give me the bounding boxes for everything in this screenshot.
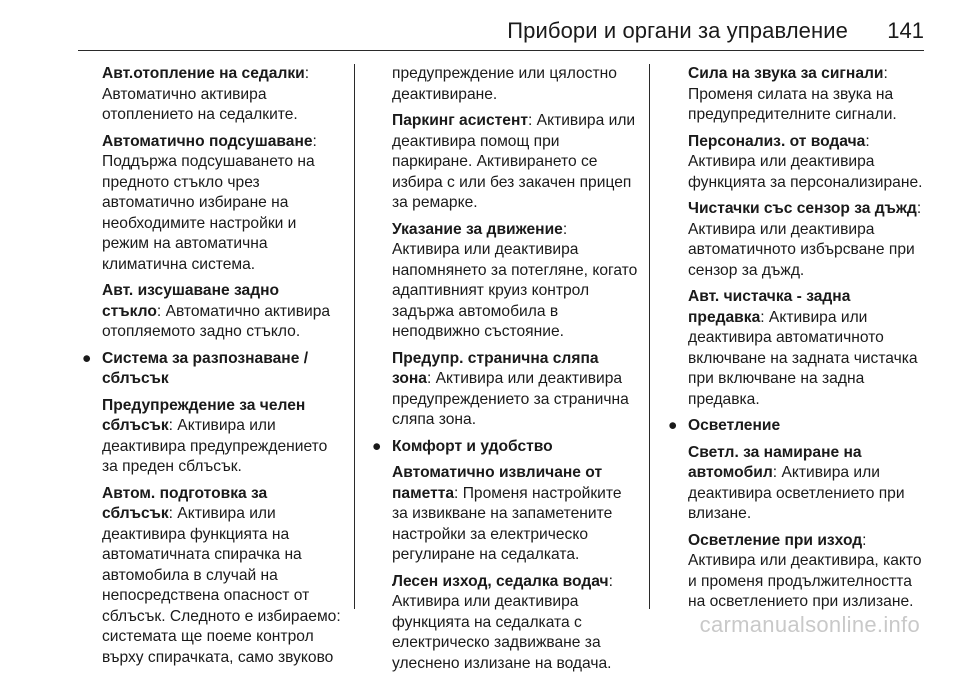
setting-entry xyxy=(80,64,342,126)
setting-description: : Активира или деактивира функцията на автоматичната спирачка на автомобила в случай на непосредствена опасност от сблъсък. Следното е избираемо: системата ще поеме контрол върху спирачката, само звуково xyxy=(102,505,341,666)
setting-term: Указание за движение xyxy=(392,220,563,238)
setting-entry xyxy=(370,220,638,343)
setting-term: Предупр. странична сляпа зона xyxy=(392,349,599,387)
setting-entry xyxy=(370,64,638,105)
section-bullet xyxy=(666,416,930,437)
bullet-icon: ● xyxy=(82,349,92,367)
setting-entry xyxy=(80,396,342,478)
setting-description: : Активира или деактивира предупреждението за странична сляпа зона. xyxy=(392,370,629,428)
setting-entry xyxy=(666,531,930,613)
setting-description: : Активира или деактивира функцията за персонализиране. xyxy=(688,132,923,191)
setting-description: : Автоматично активира отопляемото задно стъкло. xyxy=(102,302,331,340)
watermark: carmanualsonline.info xyxy=(699,612,920,637)
setting-description: : Променя силата на звука на предупредителните сигнали. xyxy=(688,65,897,123)
page-number: 141 xyxy=(887,18,924,43)
setting-term: Лесен изход, седалка водач xyxy=(392,572,609,590)
setting-term: Система за разпознаване / сблъсък xyxy=(102,349,309,387)
setting-description: : Активира или деактивира помощ при паркиране. Активирането се избира с или без закачен прицеп за ремарке. xyxy=(392,112,636,211)
setting-term: Осветление при изход xyxy=(688,531,863,549)
text-column-2 xyxy=(370,64,638,680)
setting-term: Автоматично извличане от паметта xyxy=(392,464,603,502)
setting-description: предупреждение или цялостно деактивиране. xyxy=(392,65,617,103)
setting-description: : Поддържа подсушаването на предното стъкло чрез автоматично избиране на необходимите настройки и режим на автоматична климатична система. xyxy=(102,132,317,273)
setting-entry xyxy=(370,349,638,431)
text-column-3 xyxy=(666,64,930,619)
setting-term: Авт. чистачка - задна предавка xyxy=(688,288,851,326)
setting-term: Автоматично подсушаване xyxy=(102,132,313,150)
setting-entry xyxy=(370,572,638,675)
setting-entry xyxy=(370,463,638,566)
setting-description: : Активира или деактивира предупреждението за преден сблъсък. xyxy=(102,417,328,475)
bullet-icon: ● xyxy=(372,437,382,455)
setting-description: : Активира или деактивира функцията на седалката с електрическо задвижване за улеснено излизане на водача. xyxy=(392,572,613,672)
setting-entry xyxy=(666,443,930,525)
setting-term: Авт. изсушаване задно стъкло xyxy=(102,282,280,320)
bullet-icon: ● xyxy=(668,417,678,434)
setting-entry xyxy=(666,132,930,194)
setting-term: Сила на звука за сигнали xyxy=(688,65,884,82)
setting-description: : Активира или деактивира, както и променя продължителността на осветлението при излизане. xyxy=(688,531,922,610)
setting-description: : Активира или деактивира автоматичното включване на задната чистачка при включване на задна предавка. xyxy=(688,308,918,408)
page-header xyxy=(0,0,960,52)
column-divider-2 xyxy=(649,64,650,609)
setting-description: : Активира или деактивира осветлението при влизане. xyxy=(688,464,905,522)
setting-description: : Променя настройките за извикване на запаметените настройки за електрическо регулиране на седалката. xyxy=(392,484,622,563)
section-bullet xyxy=(370,437,638,458)
setting-entry xyxy=(80,132,342,276)
setting-term: Комфорт и удобство xyxy=(392,437,553,455)
setting-term: Персонализ. от водача xyxy=(688,132,866,150)
setting-description: : Активира или деактивира автоматичното избърсване при сензор за дъжд. xyxy=(688,200,922,279)
setting-entry xyxy=(666,64,930,126)
setting-term: Паркинг асистент xyxy=(392,112,529,129)
setting-description: : Активира или деактивира напомнянето за потегляне, когато адаптивният круиз контрол задържа автомобила в неподвижно състояние. xyxy=(392,220,638,340)
text-column-1 xyxy=(80,64,342,674)
setting-entry xyxy=(666,199,930,281)
setting-entry xyxy=(666,287,930,410)
setting-term: Авт.отопление на седалки xyxy=(102,65,305,82)
setting-term: Чистачки със сензор за дъжд xyxy=(688,200,917,217)
setting-term: Автом. подготовка за сблъсък xyxy=(102,484,268,522)
setting-entry xyxy=(80,484,342,669)
column-divider-1 xyxy=(354,64,355,609)
setting-term: Осветление xyxy=(688,417,781,434)
setting-description: : Автоматично активира отоплението на седалките. xyxy=(102,65,310,123)
section-bullet xyxy=(80,349,342,390)
setting-entry xyxy=(370,111,638,214)
setting-term: Светл. за намиране на автомобил xyxy=(688,443,862,481)
setting-entry xyxy=(80,281,342,343)
header-divider xyxy=(78,50,924,51)
setting-term: Предупреждение за челен сблъсък xyxy=(102,396,306,434)
page-title: Прибори и органи за управление xyxy=(507,18,848,43)
